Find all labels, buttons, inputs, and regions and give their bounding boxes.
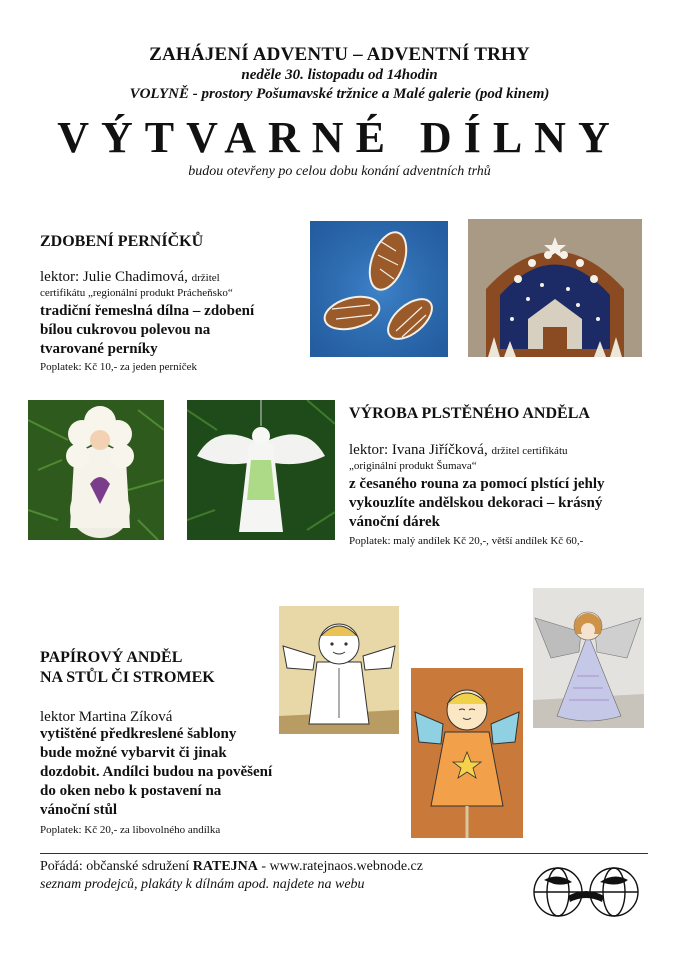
photo-paper-angel-standing [279, 606, 399, 734]
event-heading: ZAHÁJENÍ ADVENTU – ADVENTNÍ TRHY [149, 44, 530, 65]
lector-gingerbread [40, 268, 300, 287]
description-felt-angel: z česaného rouna za pomocí plstící jehly vykouzlíte andělskou dekoraci – krásný vánoční dárek [349, 476, 605, 530]
footer-divider [40, 853, 648, 854]
lector-name: lektor: Julie Chadimová, [40, 269, 188, 285]
description-paper-angel: vytištěné předkreslené šablony bude možné vybarvit či jinak dozdobit. Andílci budou na pověšení do oken nebo k postavení na vánoční stůl [40, 726, 273, 818]
page-subtitle: budou otevřeny po celou dobu konání adventních trhů [188, 164, 491, 179]
photo-gingerbread-fish [310, 221, 448, 357]
fee-felt-angel: Poplatek: malý andílek Kč 20,-, větší andílek Kč 60,- [349, 535, 584, 547]
section-title-felt-angel: VÝROBA PLSTĚNÉHO ANDĚLA [349, 405, 590, 422]
certificate-gingerbread: certifikátu „regionální produkt Prácheňsko“ [40, 287, 233, 299]
description-gingerbread: tradiční řemeslná dílna – zdobení bílou cukrovou polevou na tvarované perníky [40, 303, 255, 357]
page-title: VÝTVARNÉ DÍLNY [57, 113, 622, 162]
photo-gingerbread-nativity [468, 219, 642, 357]
organizer-name: RATEJNA [192, 859, 258, 874]
photo-felt-angel-2 [187, 400, 335, 540]
photo-paper-angel-colored [411, 668, 523, 838]
section-title-paper-angel: PAPÍROVÝ ANDĚL NA STŮL ČI STROMEK [40, 649, 215, 686]
event-date: neděle 30. listopadu od 14hodin [241, 67, 438, 83]
certificate-felt-angel: „originální produkt Šumava“ [349, 460, 477, 472]
footer-note: seznam prodejců, plakáty k dílnám apod. najdete na webu [40, 877, 365, 892]
photo-paper-angel-cone [533, 588, 644, 728]
section-title-gingerbread: ZDOBENÍ PERNÍČKŮ [40, 233, 204, 250]
globe-hands-logo-icon [524, 862, 648, 922]
lector-suffix: držitel certifikátu [491, 445, 568, 457]
organizer-website[interactable]: - www.ratejnaos.webnode.cz [261, 859, 423, 874]
lector-name: lektor: Ivana Jiříčková, [349, 442, 488, 458]
fee-paper-angel: Poplatek: Kč 20,- za libovolného andílka [40, 824, 221, 836]
photo-felt-angel-1 [28, 400, 164, 540]
lector-paper-angel: lektor Martina Zíková [40, 709, 173, 725]
fee-gingerbread: Poplatek: Kč 10,- za jeden perníček [40, 361, 197, 373]
lector-suffix: držitel [191, 272, 220, 284]
footer-organizer: Pořádá: občanské sdružení RATEJNA - www.ratejnaos.webnode.cz [40, 859, 423, 874]
lector-felt-angel [349, 441, 649, 460]
event-location: VOLYNĚ - prostory Pošumavské tržnice a Malé galerie (pod kinem) [129, 86, 550, 102]
